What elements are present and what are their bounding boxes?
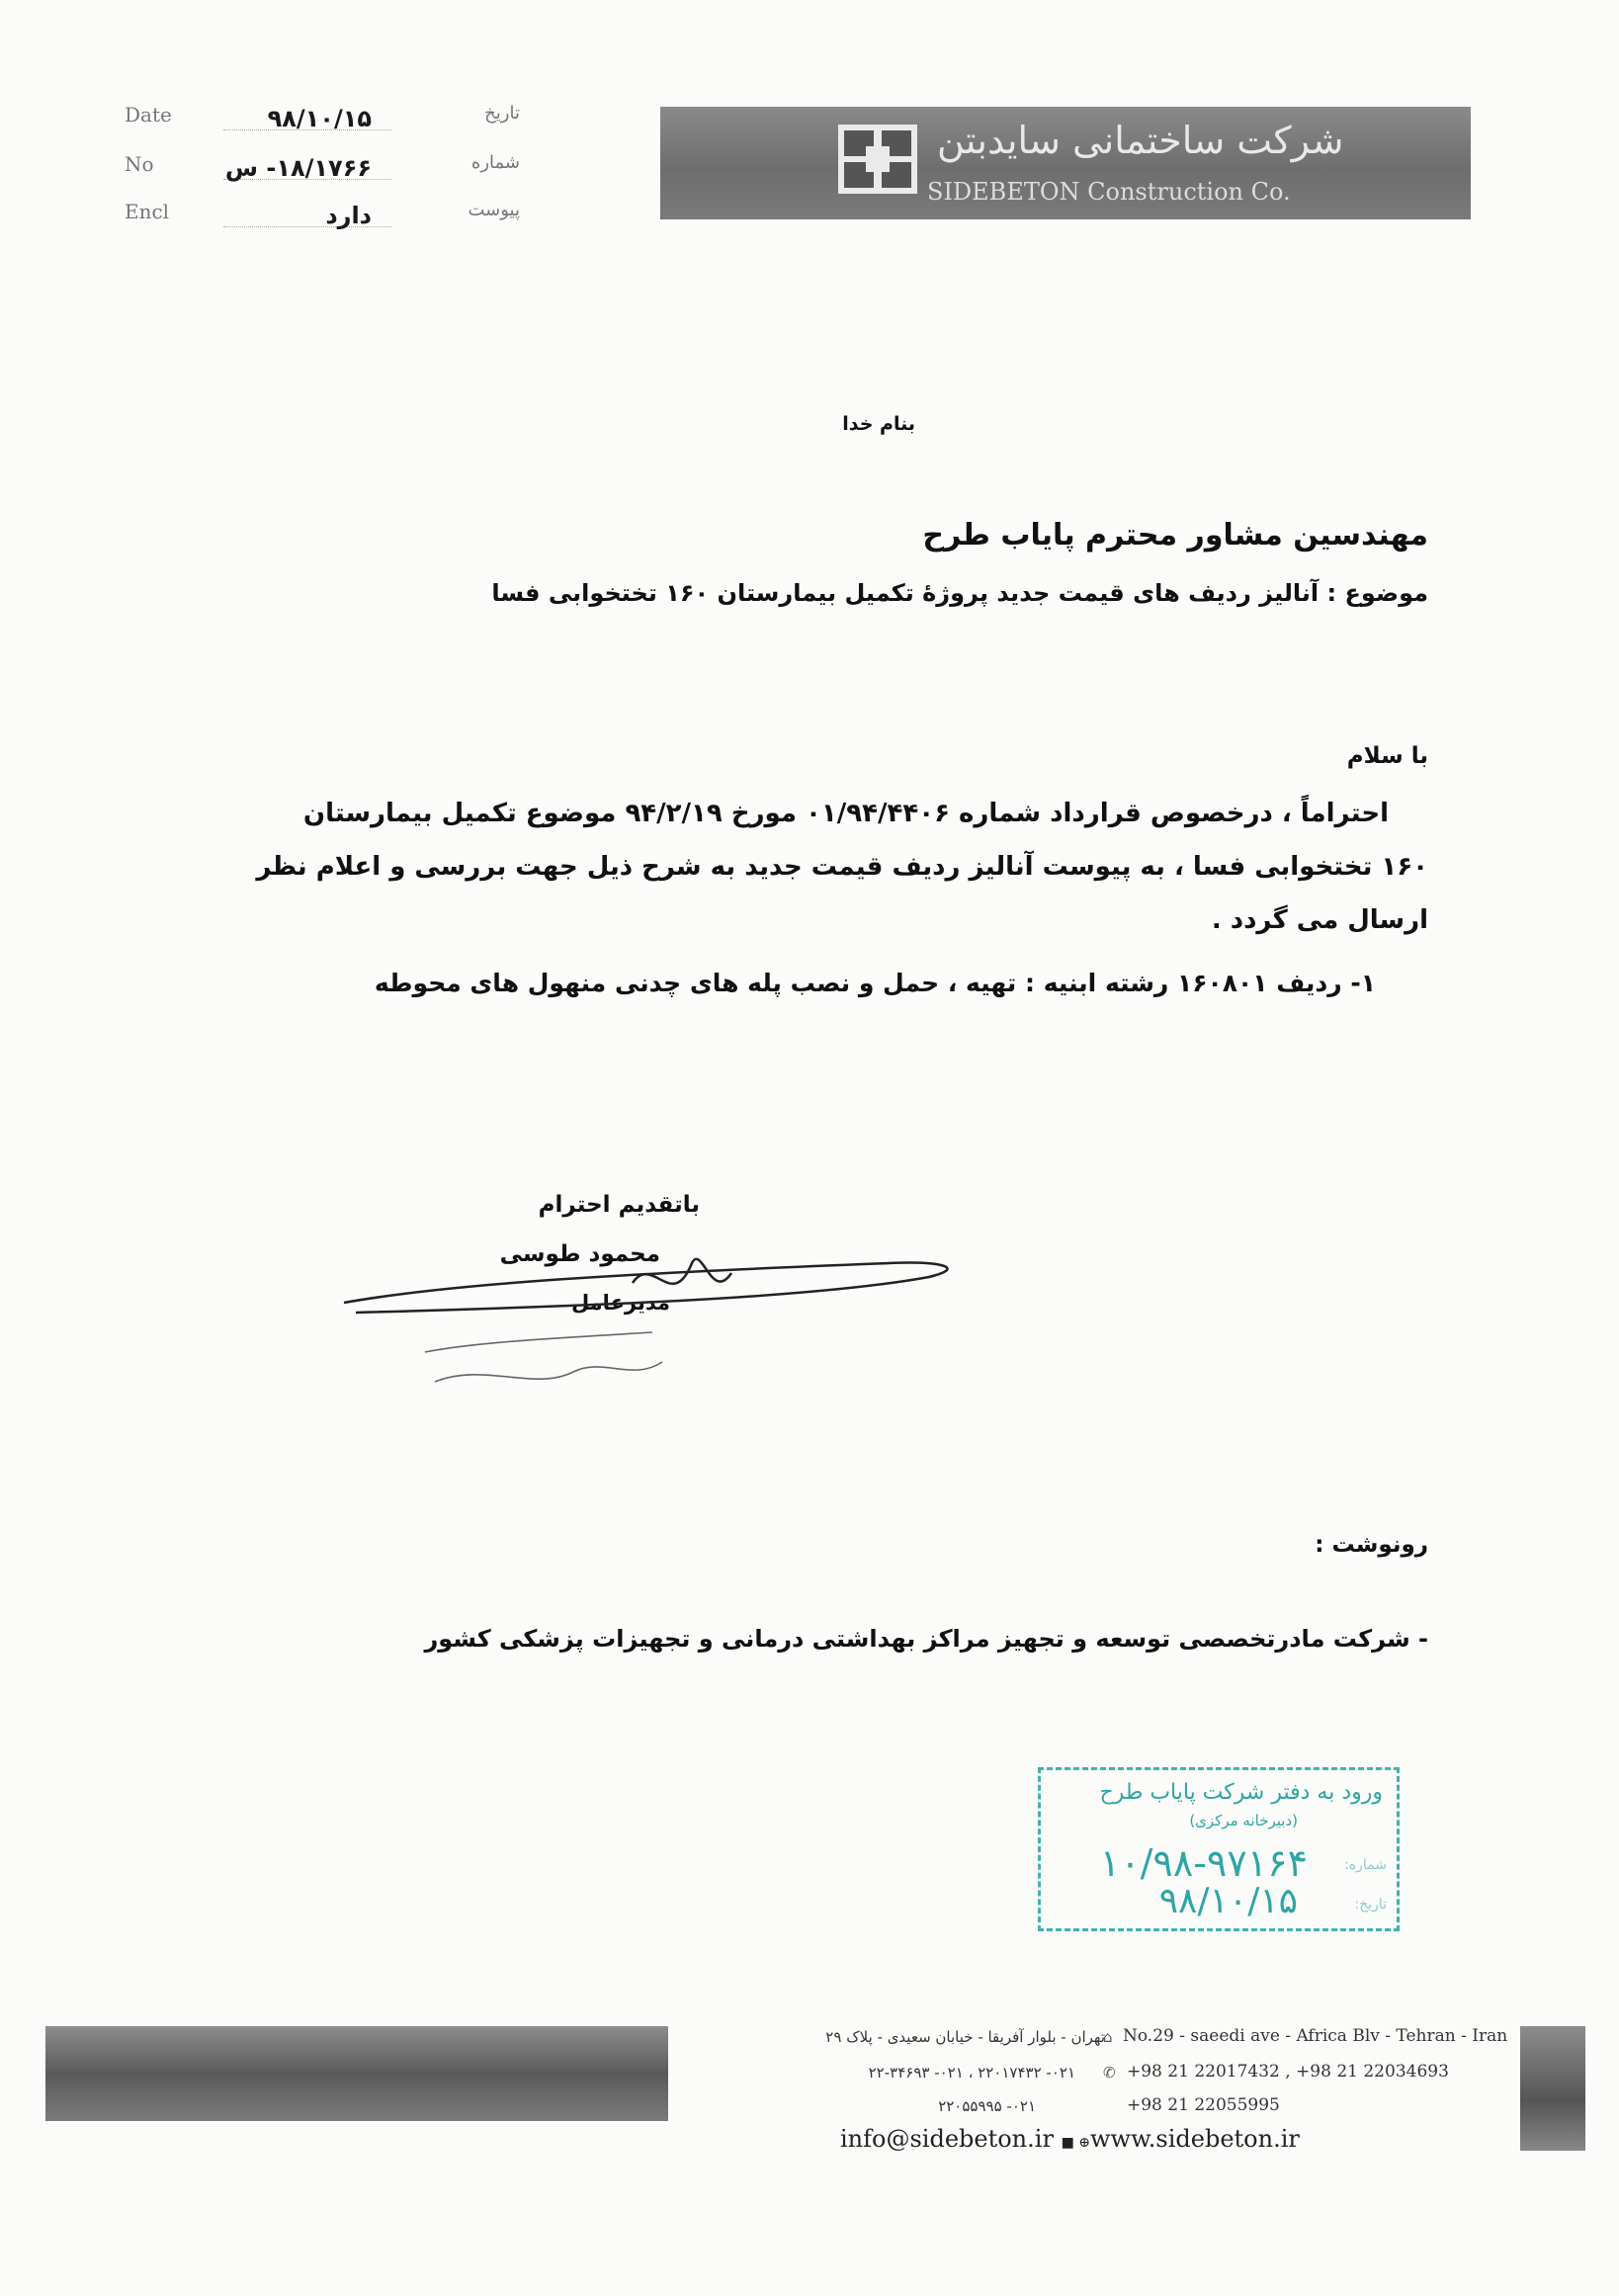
copies-label: رونوشت : xyxy=(1315,1532,1428,1558)
stamp-date: ۹۸/۱۰/۱۵ xyxy=(1158,1881,1298,1921)
stamp-number: ۱۰/۹۸-۹۷۱۶۴ xyxy=(1099,1841,1308,1885)
closing-phrase: باتقدیم احترام xyxy=(538,1192,700,1218)
greeting: با سلام xyxy=(1346,743,1428,769)
stamp-title: ورود به دفتر شرکت پایاب طرح xyxy=(1099,1780,1383,1805)
stamp-number-label: شماره: xyxy=(1344,1857,1387,1873)
footer-email: info@sidebeton.ir xyxy=(840,2125,1054,2153)
handwritten-signature-icon xyxy=(336,1243,988,1421)
footer-address-en: No.29 - saeedi ave - Africa Blv - Tehran - Iran xyxy=(1123,2026,1508,2046)
number-row xyxy=(125,148,520,188)
footer-fax-en: +98 21 22055995 xyxy=(1127,2095,1280,2115)
footer-address-fa: تهران - بلوار آفریقا - خیابان سعیدی - پلاک ۲۹ xyxy=(825,2028,1105,2046)
date-row xyxy=(125,99,520,138)
number-label-fa: شماره xyxy=(470,152,520,173)
date-label-fa: تاریخ xyxy=(484,103,520,124)
phone-icon: ✆ xyxy=(1103,2064,1116,2082)
date-value: ۹۸/۱۰/۱۵ xyxy=(267,105,372,132)
footer-fax-fa: ۰۲۱- ۲۲۰۵۵۹۹۵ xyxy=(938,2097,1036,2115)
stamp-date-label: تاریخ: xyxy=(1354,1897,1387,1913)
enclosure-value: دارد xyxy=(325,202,372,229)
company-logo-icon xyxy=(838,125,917,194)
bismillah: بنام خدا xyxy=(842,413,915,435)
building-icon: ⌂ xyxy=(1103,2028,1113,2046)
signer-title: مدیرعامل xyxy=(570,1291,670,1315)
company-name-fa: شرکت ساختمانی سایدبتن xyxy=(937,119,1344,162)
copy-recipient: - شرکت مادرتخصصی توسعه و تجهیز مراکز بهداشتی درمانی و تجهیزات پزشکی کشور xyxy=(424,1625,1428,1653)
number-value: ۱۸/۱۷۶۶- س xyxy=(224,154,372,182)
footer-website: www.sidebeton.ir xyxy=(1089,2125,1300,2153)
body-paragraph: احتراماً ، درخصوص قرارداد شماره ۰۱/۹۴/۴۴۰۶ مورخ ۹۴/۲/۱۹ موضوع تکمیل بیمارستان ۱۶۰ تختخوابی فسا ، به پیوست آنالیز ردیف قیمت جدید به شرح ذیل جهت بررسی و اعلام نظر ارسال می گردد . xyxy=(256,799,1428,935)
stamp-subtitle: (دبیرخانه مرکزی) xyxy=(1189,1812,1298,1829)
signer-name: محمود طوسی xyxy=(499,1241,660,1267)
enclosure-label-fa: پیوست xyxy=(468,200,520,220)
number-label-en: No xyxy=(125,152,154,176)
footer-bar-left xyxy=(45,2026,668,2121)
enclosure-label-en: Encl xyxy=(125,200,170,223)
received-stamp xyxy=(1038,1767,1400,1931)
footer-bar-right xyxy=(1520,2026,1585,2151)
footer-phone-en: +98 21 22017432 , +98 21 22034693 xyxy=(1127,2062,1449,2082)
enclosure-row xyxy=(125,196,520,235)
globe-icon: ■ ⊕ xyxy=(1061,2135,1090,2151)
footer-contact xyxy=(840,2125,1300,2153)
addressee: مهندسین مشاور محترم پایاب طرح xyxy=(922,518,1428,553)
subject-line: موضوع : آنالیز ردیف های قیمت جدید پروژهٔ تکمیل بیمارستان ۱۶۰ تختخوابی فسا xyxy=(491,579,1428,607)
letterhead-banner xyxy=(660,107,1471,219)
date-label-en: Date xyxy=(125,103,172,127)
list-item: ۱- ردیف ۱۶۰۸۰۱ رشته ابنیه : تهیه ، حمل و نصب پله های چدنی منهول های محوطه xyxy=(374,969,1376,997)
company-name-en: SIDEBETON Construction Co. xyxy=(927,178,1291,206)
footer-phone-fa: ۰۲۱- ۲۲۰۱۷۴۳۲ ، ۰۲۱- ۲۲-۳۴۶۹۳ xyxy=(868,2064,1075,2082)
